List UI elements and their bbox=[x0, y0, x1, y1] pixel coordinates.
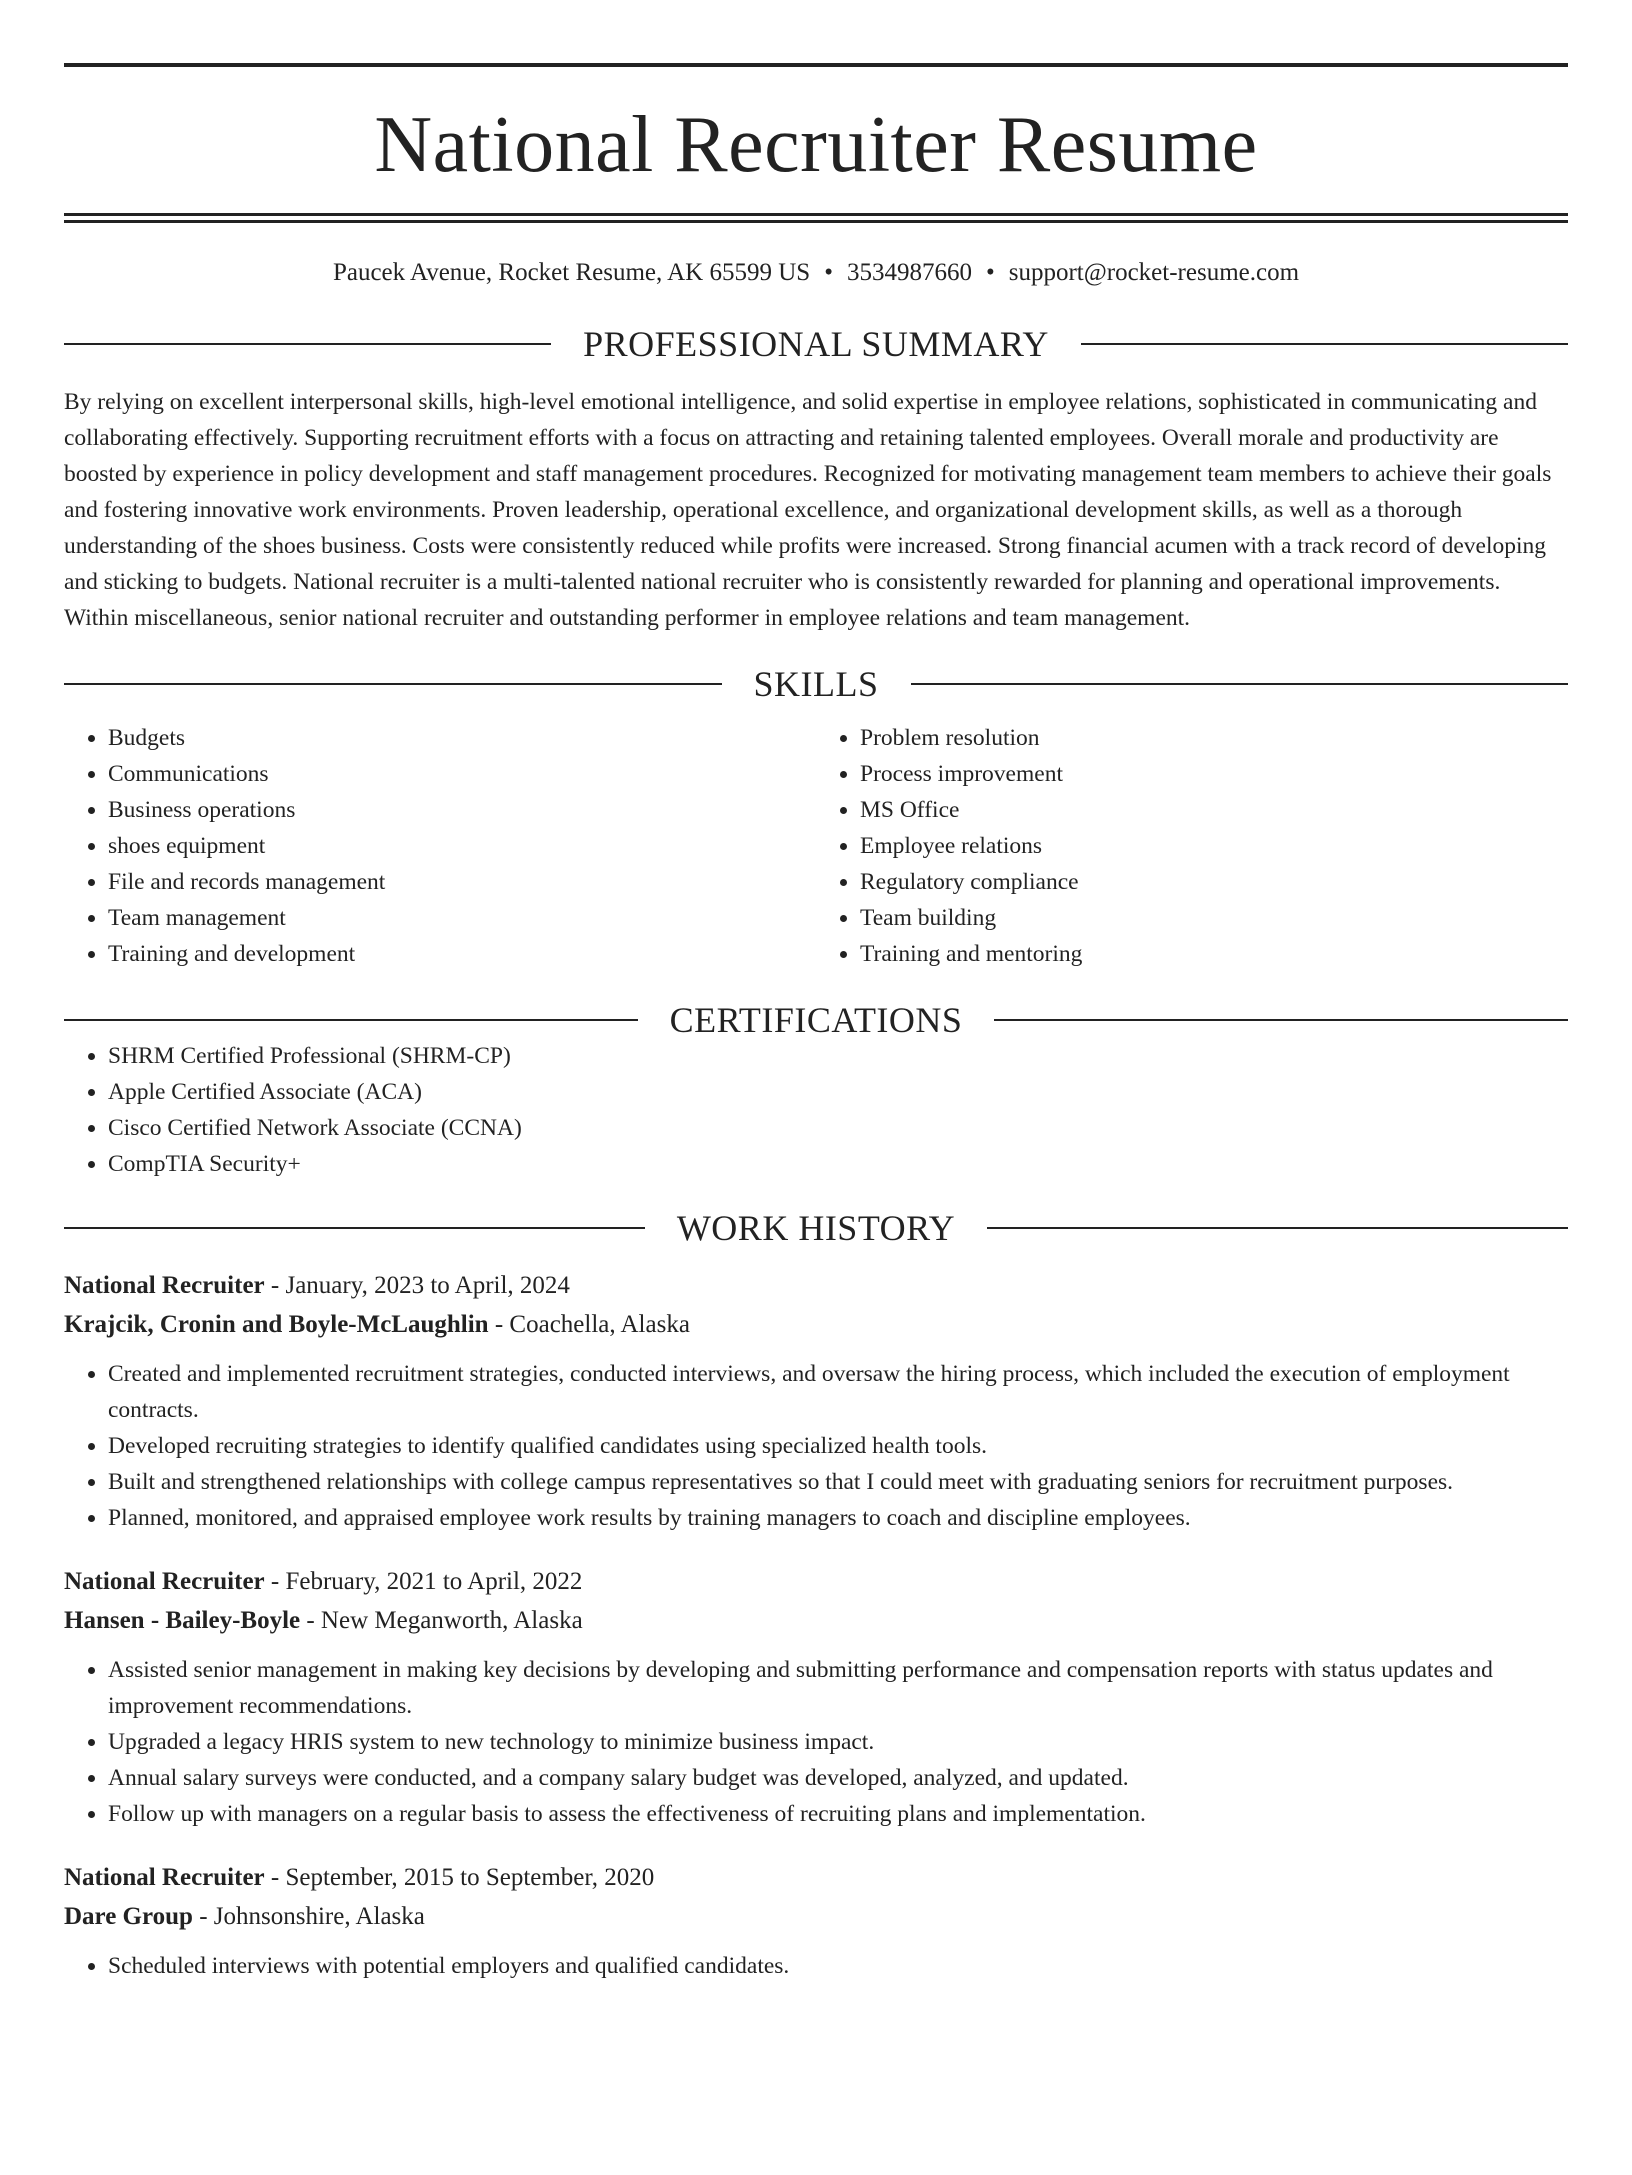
job-dates: - February, 2021 to April, 2022 bbox=[264, 1568, 583, 1595]
summary-text: By relying on excellent interpersonal skills, high-level emotional intelligence, and solid expertise in employee relations, sophisticated in communicating and collaborating effectively. Supporting recruitment efforts with a focus on attracting and retaining talented employees. Overall morale and productivity are boosted by experience in policy development and staff management procedures. Recognized for motivating management team members to achieve their goals and fostering innovative work environments. Proven leadership, operational excellence, and organizational development skills, as well as a thorough understanding of the shoes business. Costs were consistently reduced while profits were increased. Strong financial acumen with a track record of developing and sticking to budgets. National recruiter is a multi-talented national recruiter who is consistently rewarded for planning and operational improvements. Within miscellaneous, senior national recruiter and outstanding performer in employee relations and team management. bbox=[64, 389, 1552, 631]
skill-item: • Budgets bbox=[108, 720, 816, 756]
job-title: National Recruiter bbox=[64, 1568, 265, 1595]
job-bullet: • Follow up with managers on a regular basis to assess the effectiveness of recruiting plans and implementation. bbox=[108, 1796, 1568, 1832]
resume-title: National Recruiter Resume bbox=[374, 101, 1258, 189]
contact-phone: 3534987660 bbox=[846, 259, 972, 286]
skill-item: • Training and mentoring bbox=[860, 936, 1568, 972]
job-bullet: • Developed recruiting strategies to identify qualified candidates using specialized health tools. bbox=[108, 1428, 1568, 1464]
divider-line bbox=[987, 1227, 1568, 1229]
contact-separator: • bbox=[824, 259, 833, 286]
certifications-list bbox=[64, 1038, 1568, 1182]
certification-item: • Cisco Certified Network Associate (CCNA) bbox=[108, 1110, 1568, 1146]
job-bullets bbox=[64, 1948, 1568, 1984]
job-bullet: • Annual salary surveys were conducted, and a company salary budget was developed, analyzed, and updated. bbox=[108, 1760, 1568, 1796]
job-bullet: • Built and strengthened relationships with college campus representatives so that I could meet with graduating seniors for recruitment purposes. bbox=[108, 1464, 1568, 1500]
work-history-title: WORK HISTORY bbox=[676, 1208, 956, 1248]
skill-item: • MS Office bbox=[860, 792, 1568, 828]
skill-item: • shoes equipment bbox=[108, 828, 816, 864]
job-title-line bbox=[64, 1562, 1568, 1601]
job-bullet: • Upgraded a legacy HRIS system to new technology to minimize business impact. bbox=[108, 1724, 1568, 1760]
job-location: - Coachella, Alaska bbox=[488, 1311, 690, 1338]
skills-title: SKILLS bbox=[753, 664, 879, 704]
divider-line bbox=[911, 683, 1569, 685]
certification-item: • SHRM Certified Professional (SHRM-CP) bbox=[108, 1038, 1568, 1074]
divider-line bbox=[994, 1019, 1568, 1021]
job-dates: - January, 2023 to April, 2024 bbox=[264, 1272, 570, 1299]
job-entry bbox=[64, 1266, 1568, 1536]
skill-item: • File and records management bbox=[108, 864, 816, 900]
job-bullet: • Assisted senior management in making key decisions by developing and submitting performance and compensation reports with status updates and improvement recommendations. bbox=[108, 1652, 1568, 1724]
double-rule bbox=[64, 213, 1568, 223]
job-bullets bbox=[64, 1356, 1568, 1536]
divider-line bbox=[64, 1227, 645, 1229]
job-entry bbox=[64, 1858, 1568, 1984]
skills-list-right bbox=[816, 720, 1568, 972]
contact-line bbox=[64, 258, 1568, 288]
job-bullet: • Planned, monitored, and appraised employee work results by training managers to coach and discipline employees. bbox=[108, 1500, 1568, 1536]
job-company: Hansen - Bailey-Boyle bbox=[64, 1607, 301, 1634]
job-bullet: • Created and implemented recruitment strategies, conducted interviews, and oversaw the hiring process, which included the execution of employment contracts. bbox=[108, 1356, 1568, 1428]
work-history-heading bbox=[64, 1210, 1568, 1246]
top-rule bbox=[64, 63, 1568, 67]
skill-item: • Regulatory compliance bbox=[860, 864, 1568, 900]
job-company-line bbox=[64, 1897, 1568, 1936]
skill-item: • Team management bbox=[108, 900, 816, 936]
job-company-line bbox=[64, 1305, 1568, 1344]
certification-item: • CompTIA Security+ bbox=[108, 1146, 1568, 1182]
job-dates: - September, 2015 to September, 2020 bbox=[264, 1864, 655, 1891]
skill-item: • Employee relations bbox=[860, 828, 1568, 864]
job-company: Dare Group bbox=[64, 1903, 193, 1930]
divider-line bbox=[64, 1019, 638, 1021]
job-company: Krajcik, Cronin and Boyle-McLaughlin bbox=[64, 1311, 489, 1338]
skills-columns bbox=[64, 720, 1568, 972]
skill-item: • Communications bbox=[108, 756, 816, 792]
job-title: National Recruiter bbox=[64, 1864, 265, 1891]
job-bullet: • Scheduled interviews with potential employers and qualified candidates. bbox=[108, 1948, 1568, 1984]
job-company-line bbox=[64, 1601, 1568, 1640]
skill-item: • Problem resolution bbox=[860, 720, 1568, 756]
skills-heading bbox=[64, 666, 1568, 702]
job-bullets bbox=[64, 1652, 1568, 1832]
skill-item: • Process improvement bbox=[860, 756, 1568, 792]
skill-item: • Training and development bbox=[108, 936, 816, 972]
certifications-title: CERTIFICATIONS bbox=[669, 1000, 963, 1040]
contact-address: Paucek Avenue, Rocket Resume, AK 65599 US bbox=[332, 259, 811, 286]
resume-page bbox=[0, 63, 1632, 2175]
job-title: National Recruiter bbox=[64, 1272, 265, 1299]
summary-heading bbox=[64, 326, 1568, 362]
contact-email[interactable]: support@rocket-resume.com bbox=[1008, 259, 1300, 286]
job-entry bbox=[64, 1562, 1568, 1832]
summary-title: PROFESSIONAL SUMMARY bbox=[583, 324, 1049, 364]
job-title-line bbox=[64, 1266, 1568, 1305]
divider-line bbox=[1081, 343, 1568, 345]
job-location: - New Meganworth, Alaska bbox=[300, 1607, 583, 1634]
job-title-line bbox=[64, 1858, 1568, 1897]
contact-separator: • bbox=[985, 259, 995, 286]
skill-item: • Business operations bbox=[108, 792, 816, 828]
certifications-heading bbox=[64, 1002, 1568, 1038]
certification-item: • Apple Certified Associate (ACA) bbox=[108, 1074, 1568, 1110]
divider-line bbox=[64, 683, 722, 685]
job-location: - Johnsonshire, Alaska bbox=[192, 1903, 425, 1930]
divider-line bbox=[64, 343, 551, 345]
skills-list-left bbox=[64, 720, 816, 972]
skill-item: • Team building bbox=[860, 900, 1568, 936]
